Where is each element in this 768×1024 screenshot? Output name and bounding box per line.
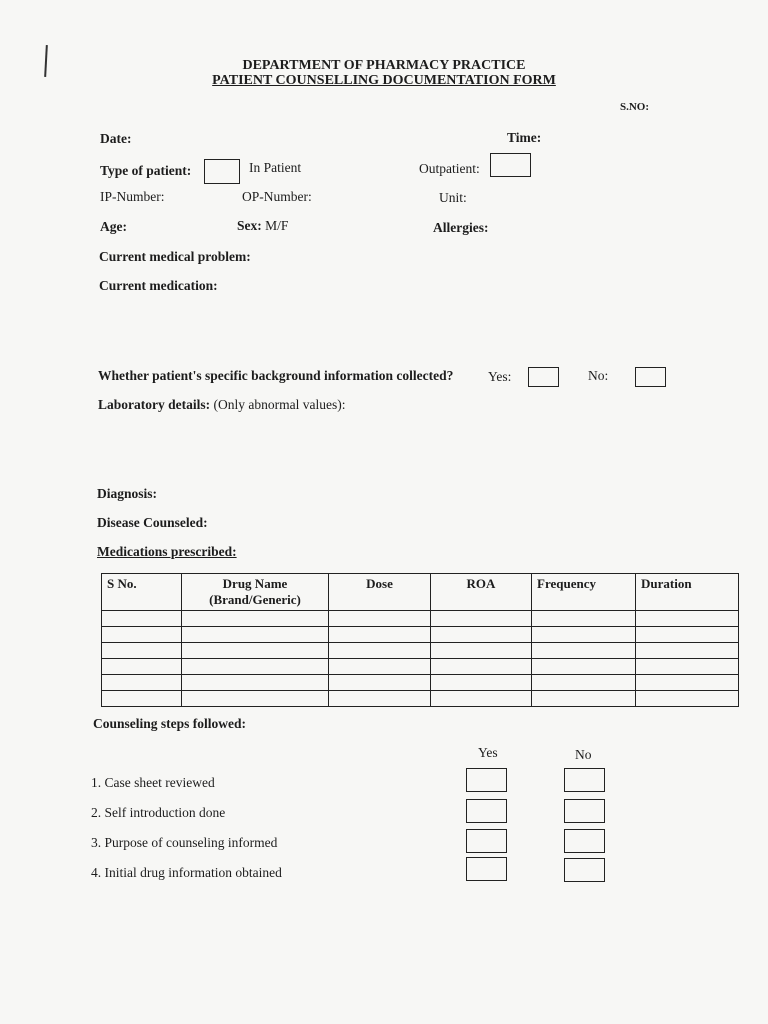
step-4-yes-checkbox[interactable]: [466, 857, 507, 881]
unit-label: Unit:: [439, 190, 467, 205]
table-row: [102, 659, 739, 675]
in-patient-checkbox[interactable]: [204, 159, 240, 184]
sex-field: [237, 218, 288, 234]
table-row: [102, 643, 739, 659]
background-question: Whether patient's specific background information collected?: [98, 368, 454, 383]
column-header-sno: S No.: [102, 574, 182, 611]
time-label: Time:: [507, 130, 542, 145]
drug-name-subheader: (Brand/Generic): [209, 592, 301, 607]
table-row: [102, 611, 739, 627]
age-label: Age:: [100, 219, 127, 234]
column-header-roa: ROA: [431, 574, 532, 611]
counseling-step-3: 3. Purpose of counseling informed: [91, 835, 278, 850]
step-1-no-checkbox[interactable]: [564, 768, 605, 792]
table-header-row: [102, 574, 739, 611]
laboratory-details: [98, 397, 345, 413]
step-2-yes-checkbox[interactable]: [466, 799, 507, 823]
drug-name-header: Drug Name: [222, 576, 288, 591]
in-patient-label: In Patient: [249, 160, 302, 175]
disease-counseled-label: Disease Counseled:: [97, 515, 208, 530]
step-3-no-checkbox[interactable]: [564, 829, 605, 853]
sex-label: Sex:: [237, 218, 262, 233]
medications-prescribed-title: Medications prescribed:: [97, 544, 237, 559]
medications-table: [101, 573, 739, 707]
step-1-yes-checkbox[interactable]: [466, 768, 507, 792]
diagnosis-label: Diagnosis:: [97, 486, 158, 501]
background-yes-checkbox[interactable]: [528, 367, 559, 387]
background-no-checkbox[interactable]: [635, 367, 666, 387]
laboratory-details-note: (Only abnormal values):: [213, 397, 346, 412]
laboratory-details-label: Laboratory details:: [98, 397, 211, 412]
ip-number-label: IP-Number:: [100, 189, 165, 204]
counseling-yes-header: Yes: [478, 745, 498, 760]
sex-value: M/F: [265, 218, 289, 233]
column-header-frequency: Frequency: [532, 574, 636, 611]
form-title: PATIENT COUNSELLING DOCUMENTATION FORM: [212, 73, 556, 88]
table-row: [102, 691, 739, 707]
column-header-duration: Duration: [636, 574, 739, 611]
type-of-patient-label: Type of patient:: [100, 163, 192, 178]
counseling-steps-title: Counseling steps followed:: [93, 716, 247, 731]
department-title: DEPARTMENT OF PHARMACY PRACTICE: [242, 58, 526, 73]
counseling-step-4: 4. Initial drug information obtained: [91, 865, 282, 880]
date-label: Date:: [100, 131, 132, 146]
current-medication-label: Current medication:: [99, 278, 218, 293]
column-header-dose: Dose: [329, 574, 431, 611]
step-2-no-checkbox[interactable]: [564, 799, 605, 823]
outpatient-checkbox[interactable]: [490, 153, 531, 177]
column-header-drug-name: [182, 574, 329, 611]
sno-label: S.NO:: [620, 101, 650, 113]
current-medical-problem-label: Current medical problem:: [99, 249, 251, 264]
counseling-step-2: 2. Self introduction done: [91, 805, 226, 820]
counseling-no-header: No: [575, 747, 592, 762]
background-yes-label: Yes:: [488, 369, 512, 384]
counseling-step-1: 1. Case sheet reviewed: [91, 775, 215, 790]
background-no-label: No:: [588, 368, 609, 383]
table-row: [102, 627, 739, 643]
outpatient-label: Outpatient:: [419, 161, 480, 176]
table-row: [102, 675, 739, 691]
step-3-yes-checkbox[interactable]: [466, 829, 507, 853]
allergies-label: Allergies:: [433, 220, 489, 235]
step-4-no-checkbox[interactable]: [564, 858, 605, 882]
op-number-label: OP-Number:: [242, 189, 312, 204]
